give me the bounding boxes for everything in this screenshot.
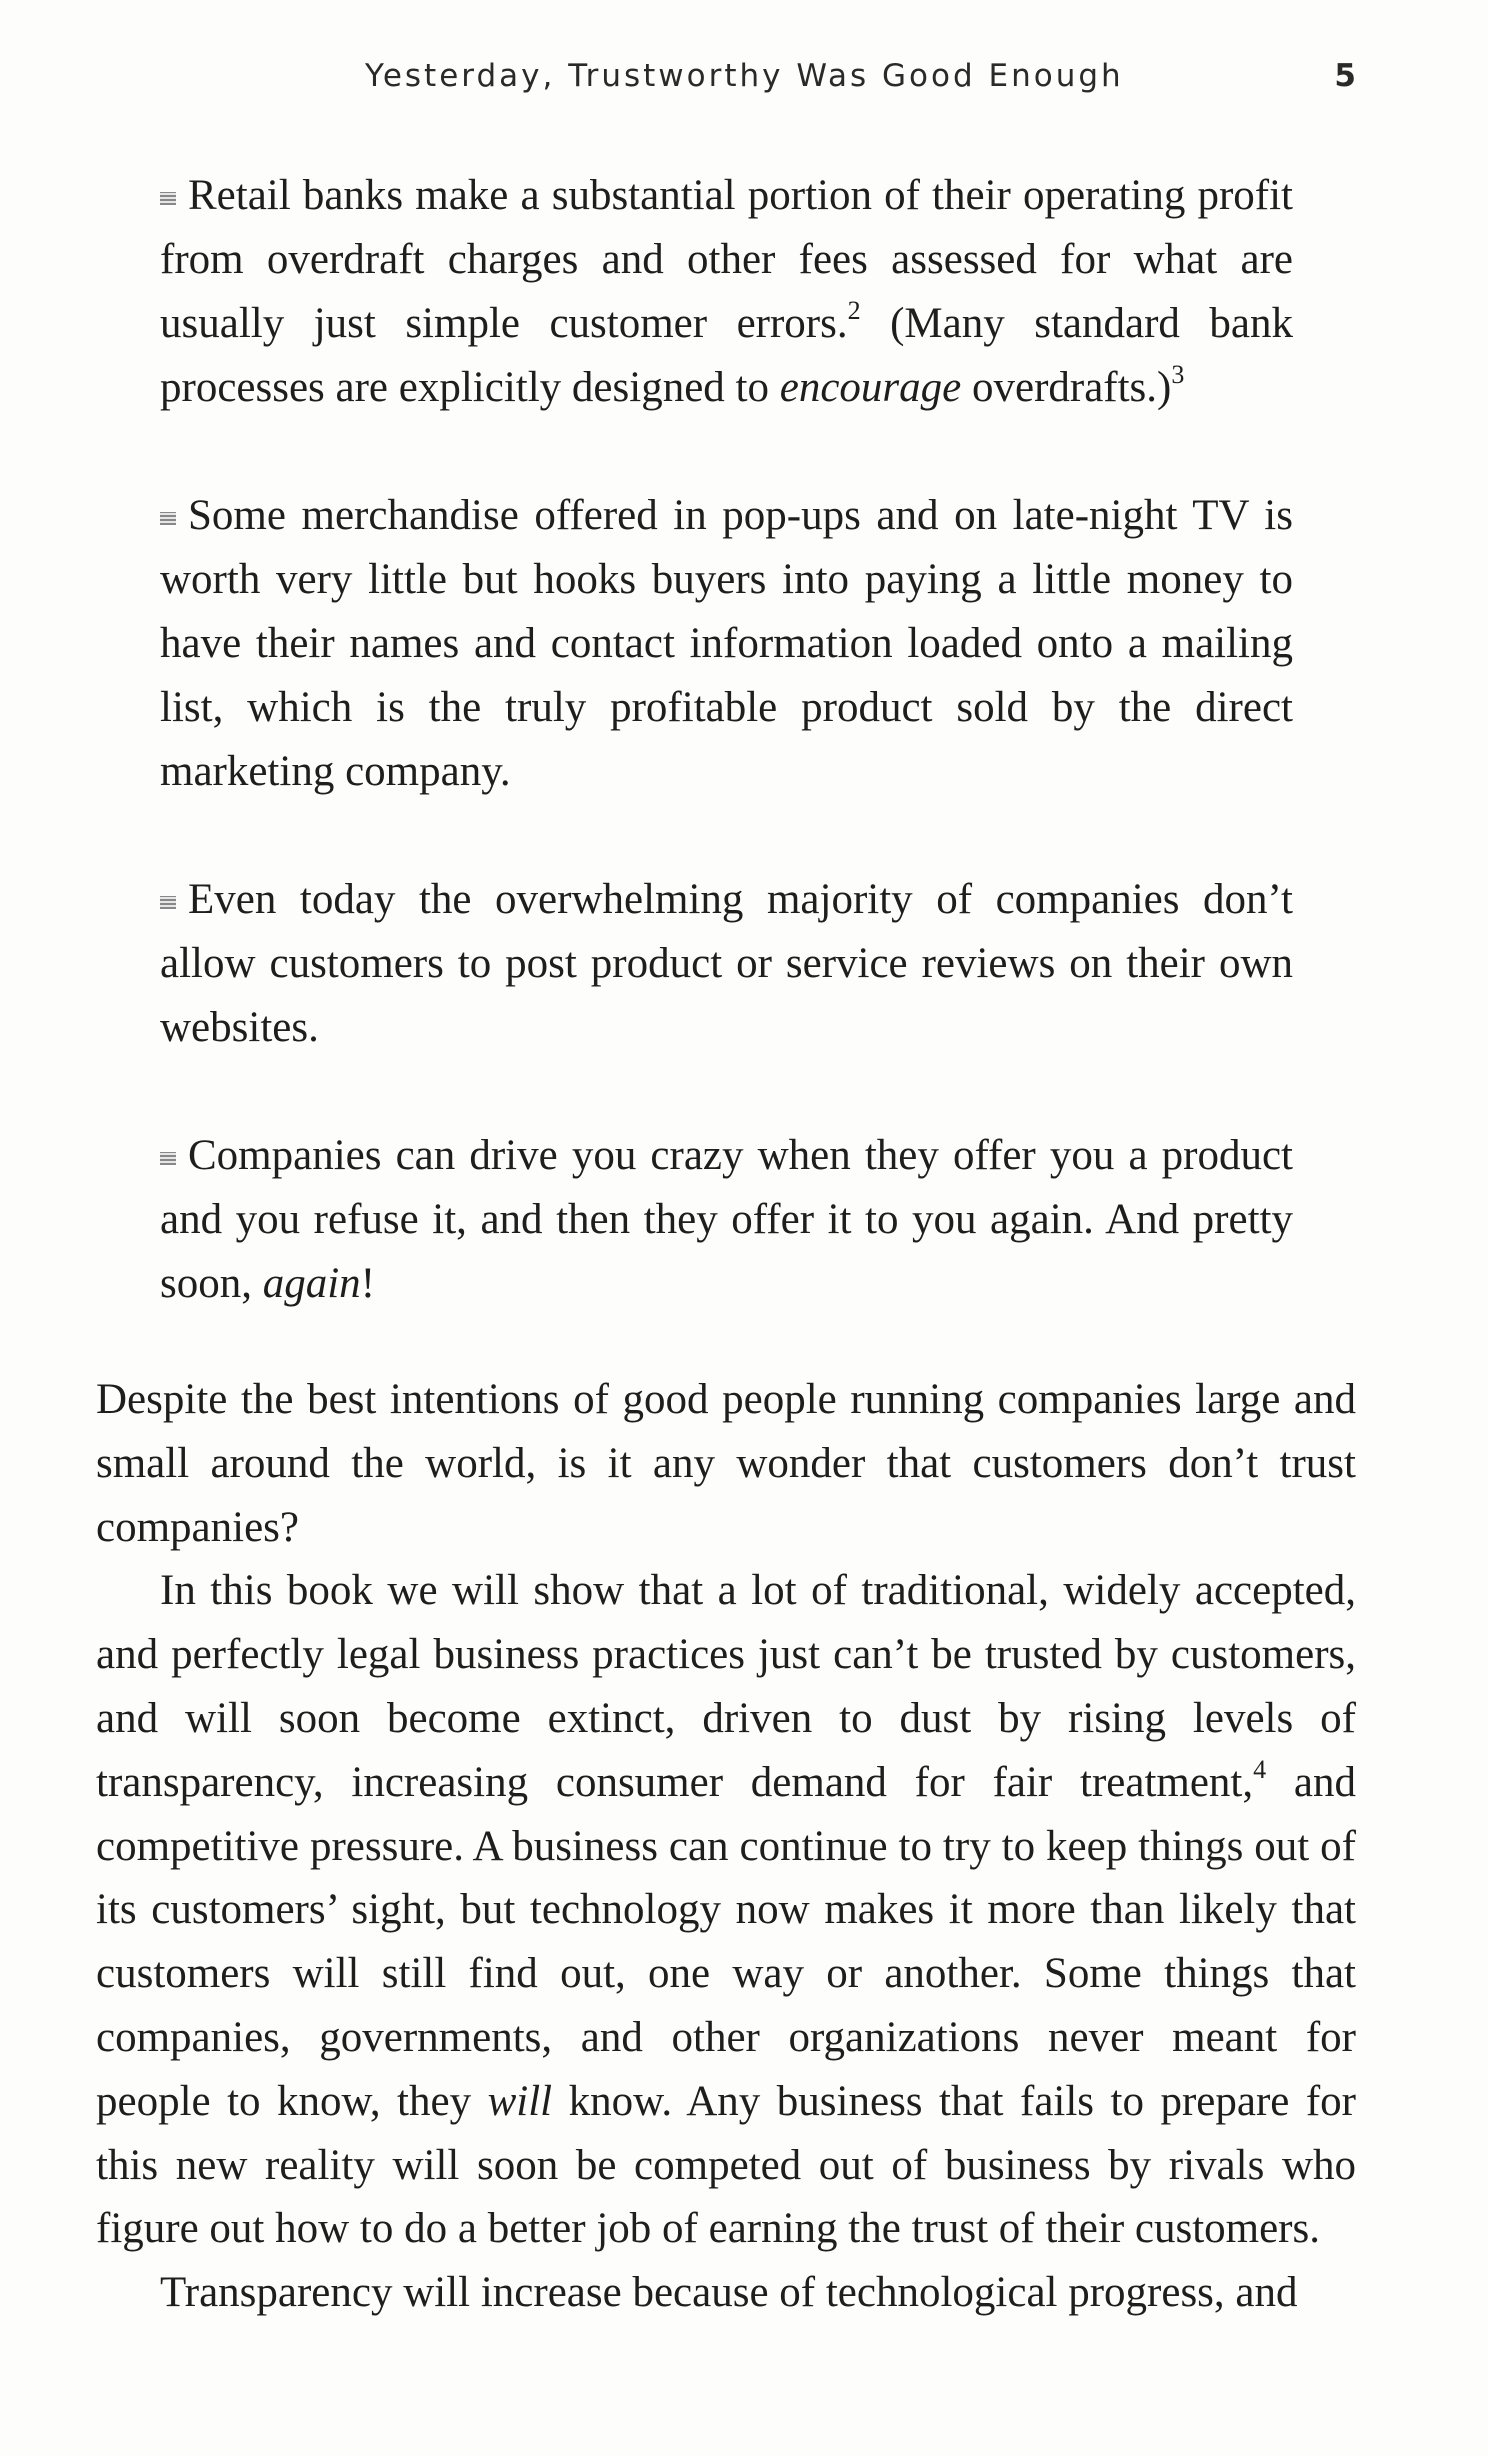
paragraph: Transparency will increase because of technological progress, and (160, 2269, 1298, 2317)
bullet-item (160, 868, 1293, 1060)
bullet-text: (Many standard bank processes are explicitly designed to (160, 300, 1293, 411)
bullet-square-icon (160, 896, 176, 909)
running-head-title: Yesterday, Trustworthy Was Good Enough (365, 58, 1124, 94)
footnote-ref: 4 (1253, 1754, 1267, 1784)
bullet-square-icon (160, 1152, 176, 1165)
footnote-ref: 3 (1171, 360, 1185, 389)
page-number: 5 (1334, 58, 1356, 94)
emphasis-text: encourage (779, 364, 962, 411)
bullet-text: Even today the overwhelming majority of companies don’t allow customers to post product or service reviews on their own websites. (160, 876, 1293, 1051)
bullet-text: Some merchandise offered in pop-ups and on late-night TV is worth very little but hooks buyers into paying a little money to have their names and contact information loaded onto a mailing list, which is the truly profitable product sold by the direct marketing company. (160, 492, 1293, 795)
emphasis-text: again (262, 1260, 361, 1307)
bullet-square-icon (160, 512, 176, 525)
emphasis-text: will (487, 2077, 553, 2125)
bullet-text: Retail banks make a substantial portion of their operating profit from overdraft charges and other fees assessed for what are usually just simple customer errors. (160, 172, 1293, 347)
paragraph-text: In this book we will show that a lot of traditional, widely accepted, and perfectly legal business practices just can’t be trusted by customers, and will soon become extinct, driven to dust by rising levels of transparency, increasing consumer demand for fair treatment, (96, 1567, 1356, 1806)
running-head (0, 58, 1488, 108)
paragraph-text: and competitive pressure. A business can continue to try to keep things out of its customers’ sight, but technology now makes it more than likely that customers will still find out, one way or another. Some things that companies, governments, and other organizations never meant for people to know, they (96, 1758, 1356, 2125)
bullet-item (160, 164, 1293, 420)
bullet-item (160, 1124, 1293, 1316)
paragraph (96, 1559, 1356, 2261)
bullet-text: ! (360, 1260, 376, 1307)
paragraph-text: know. Any business that fails to prepare for this new reality will soon be competed out of business by rivals who figure out how to do a better job of earning the trust of their customers. (96, 2077, 1357, 2253)
bullet-square-icon (160, 192, 176, 205)
bullet-item (160, 484, 1293, 804)
footnote-ref: 2 (847, 296, 861, 325)
bullet-text: overdrafts.) (961, 364, 1172, 411)
body-text (96, 1368, 1356, 2325)
bullet-list (160, 164, 1293, 1380)
bullet-text: Companies can drive you crazy when they offer you a product and you refuse it, and then they offer it to you again. And pretty soon, (160, 1132, 1293, 1307)
paragraph: Despite the best intentions of good people running companies large and small around the world, is it any wonder that customers don’t trust companies? (96, 1376, 1356, 1551)
